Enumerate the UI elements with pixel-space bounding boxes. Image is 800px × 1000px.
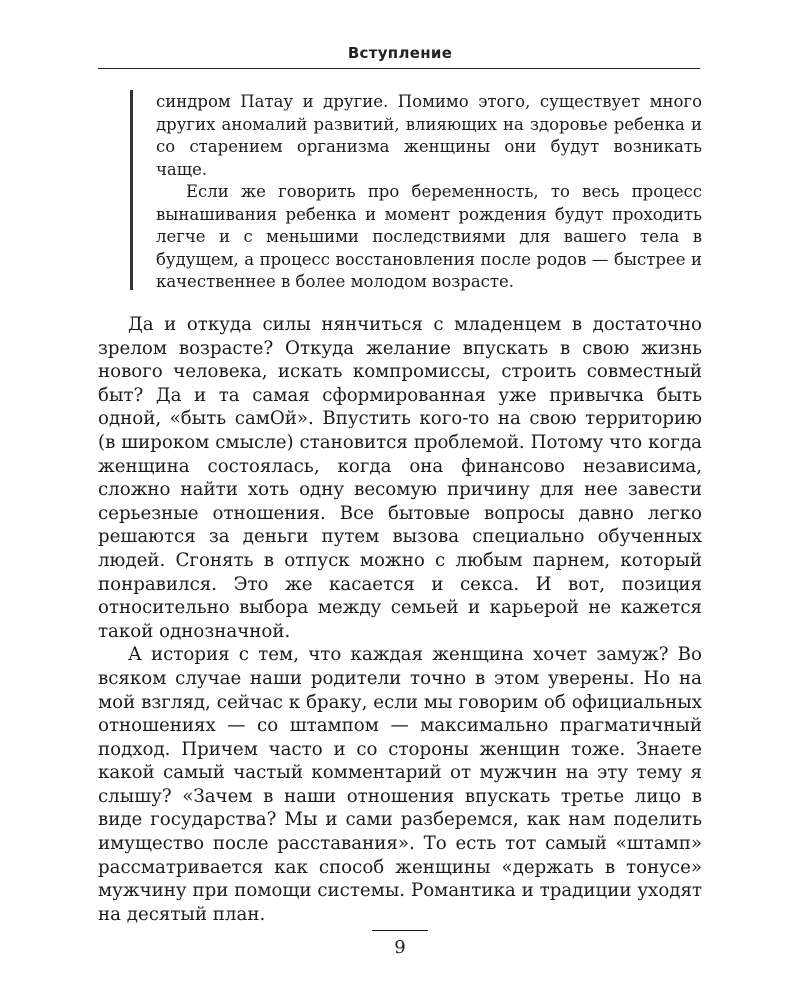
footer-divider [372,930,428,931]
body-paragraph: А история с тем, что каждая женщина хочет замуж? Во всяком случае наши родители точно в этом уверены. Но на мой взгляд, сейчас к браку, если мы говорим об официальных отношениях — со штампом — максимально прагматичный подход. Причем часто и со стороны женщин тоже. Знаете какой самый частый комментарий от мужчин на эту тему я слышу? «Зачем в наши отношения впускать третье лицо в виде государства? Мы и сами разберемся, как нам поделить имущество после расставания». То есть тот самый «штамп» рассматривается как способ женщины «держать в тонусе» мужчину при помощи системы. Романтика и традиции уходят на десятый план. [98,644,702,925]
quote-paragraph: Если же говорить про беременность, то весь процесс вынашивания ребенка и момент рождения будут проходить легче и с меньшими последствиями для вашего тела в будущем, а процесс восстановления после родов — быстрее и качественнее в более молодом возрасте. [156,182,702,291]
quote-block [156,91,702,294]
body-paragraph: Да и откуда силы нянчиться с младенцем в достаточно зрелом возрасте? Откуда желание впускать в свою жизнь нового человека, искать компромиссы, строить совместный быт? Да и та самая сформированная уже привычка быть одной, «быть самОй». Впустить кого-то на свою территорию (в широком смысле) становится проблемой. Потому что когда женщина состоялась, когда она финансово независима, сложно найти хоть одну весомую причину для нее завести серьезные отношения. Все бытовые вопросы давно легко решаются за деньги путем вызова специально обученных людей. Сгонять в отпуск можно с любым парнем, который понравился. Это же касается и секса. И вот, позиция относительно выбора между семьей и карьерой не кажется такой однозначной. [98,314,702,642]
main-text [98,313,702,926]
page-number: 9 [394,937,406,958]
header-divider [98,68,700,69]
quote-paragraph: синдром Патау и другие. Помимо этого, существует много других аномалий развитий, влияющих на здоровье ребенка и со старением организма женщины они будут возникать чаще. [156,92,702,179]
running-header-title: Вступление [347,44,453,62]
